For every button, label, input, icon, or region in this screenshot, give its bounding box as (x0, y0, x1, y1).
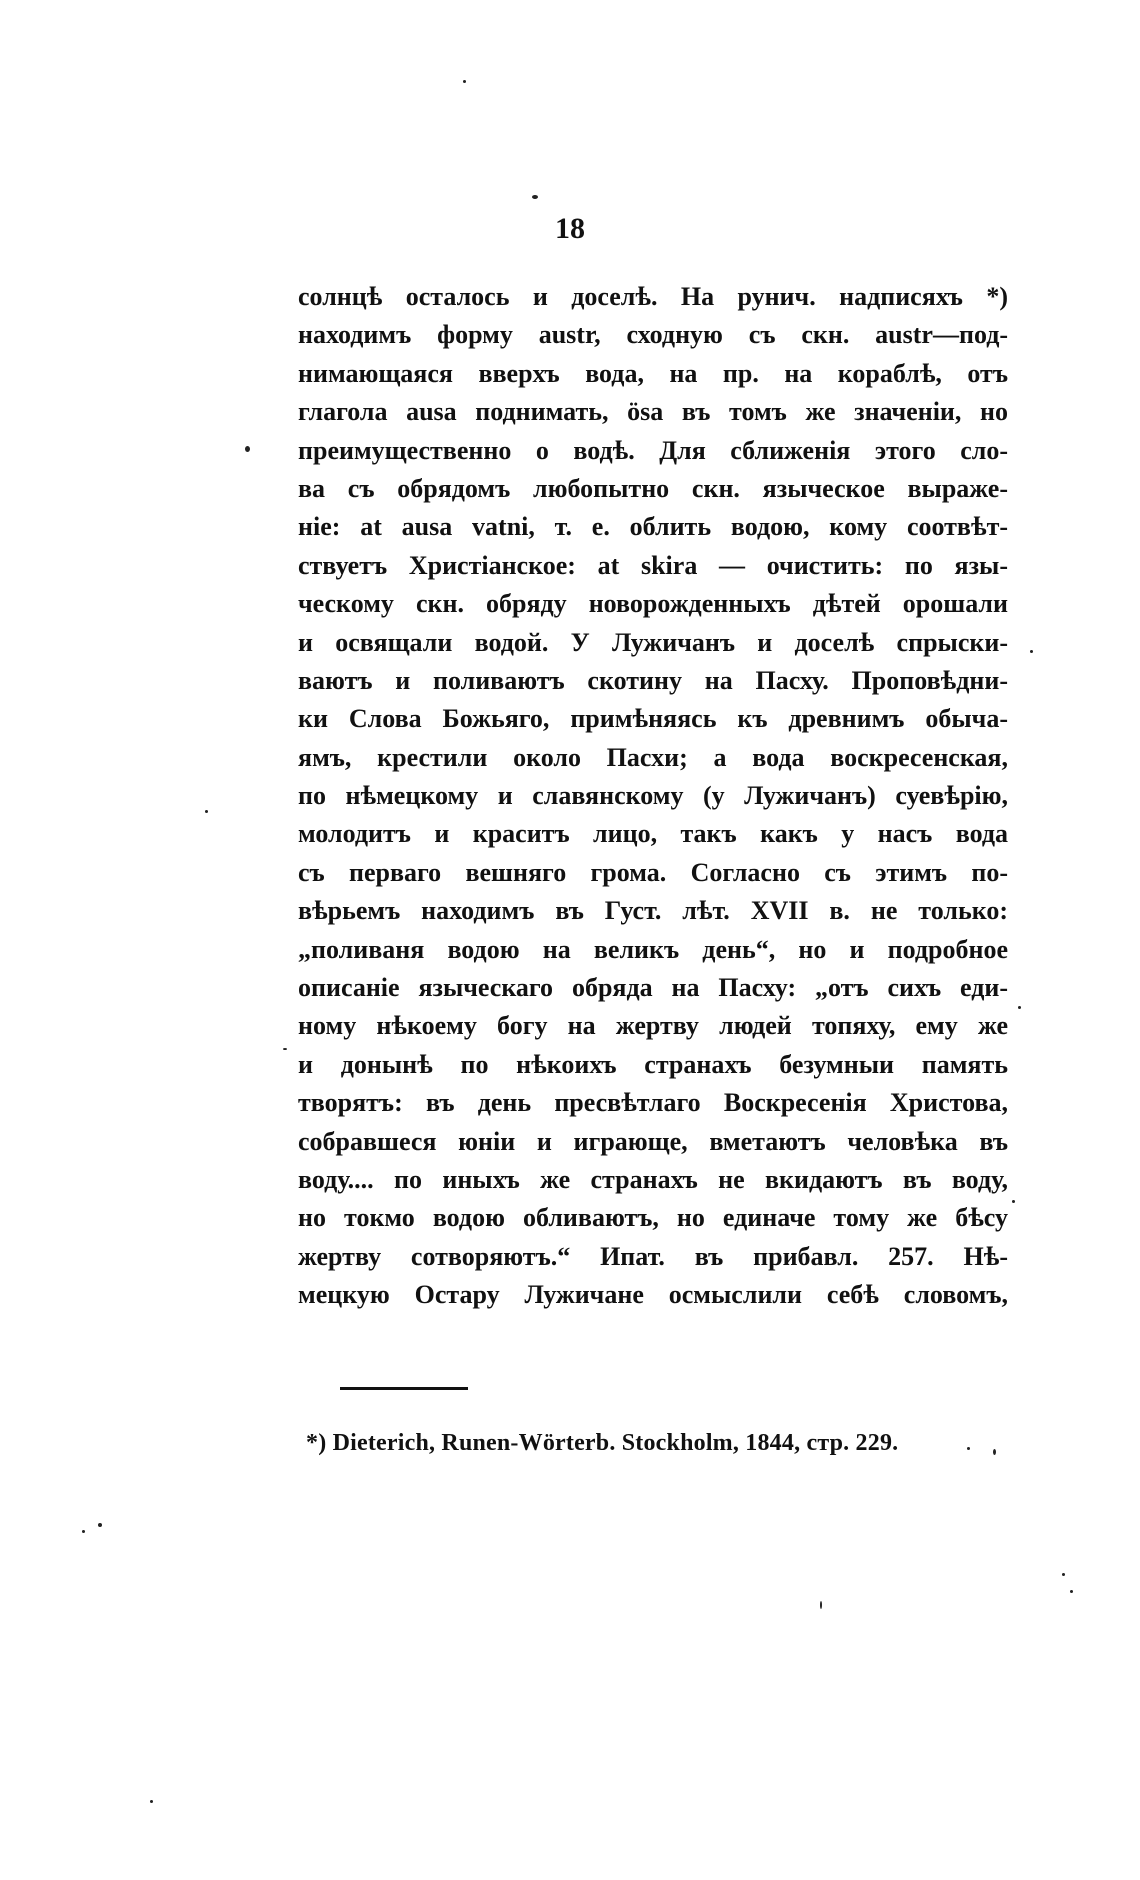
body-text (298, 278, 1008, 1315)
text-line: ямъ, крестили около Пасхи; а вода воскресенская, (298, 742, 1008, 772)
text-line: по нѣмецкому и славянскому (у Лужичанъ) суевѣрію, (298, 781, 1008, 811)
scan-speck (532, 195, 538, 199)
text-line: находимъ форму austr, сходную съ скн. austr—под- (298, 320, 1008, 350)
footnote-divider (340, 1387, 468, 1390)
text-line: и освящали водой. У Лужичанъ и доселѣ спрыски- (298, 627, 1008, 657)
scan-speck (1070, 1590, 1073, 1593)
scan-speck (967, 1447, 970, 1450)
text-line: собравшеся юніи и играюще, вметаютъ человѣка въ (298, 1126, 1008, 1156)
scan-speck (98, 1523, 102, 1527)
scan-speck (205, 810, 208, 813)
text-line: преимущественно о водѣ. Для сближенія этого сло- (298, 435, 1008, 465)
scan-speck (820, 1601, 822, 1609)
text-line: глагола ausa поднимать, ösa въ томъ же значеніи, но (298, 397, 1008, 427)
text-line: ва съ обрядомъ любопытно скн. языческое выраже- (298, 473, 1008, 503)
scan-speck (463, 80, 466, 83)
text-line: но токмо водою обливаютъ, но единаче тому же бѣсу (298, 1203, 1008, 1233)
text-line: ки Слова Божьяго, примѣняясь къ древнимъ обыча- (298, 704, 1008, 734)
scan-speck (1012, 1200, 1015, 1203)
scan-speck (993, 1449, 996, 1455)
scan-speck (283, 1048, 287, 1050)
text-line: ніе: at ausa vatni, т. е. облить водою, кому соотвѣт- (298, 512, 1008, 542)
text-line: жертву сотворяютъ.“ Ипат. въ прибавл. 257. Нѣ- (298, 1241, 1008, 1271)
text-line: мецкую Остару Лужичане осмыслили себѣ словомъ, (298, 1280, 1008, 1310)
scan-speck (1018, 1006, 1021, 1009)
page-number: 18 (555, 212, 585, 245)
text-line: съ перваго вешняго грома. Согласно съ этимъ по- (298, 857, 1008, 887)
text-line: воду.... по иныхъ же странахъ не вкидаютъ въ воду, (298, 1164, 1008, 1194)
text-line: ческому скн. обряду новорожденныхъ дѣтей орошали (298, 589, 1008, 619)
scan-speck (1062, 1573, 1065, 1576)
text-line: творятъ: въ день пресвѣтлаго Воскресенія Христова, (298, 1088, 1008, 1118)
text-line: нимающаяся вверхъ вода, на пр. на кораблѣ, отъ (298, 358, 1008, 388)
scan-speck (245, 446, 250, 452)
scan-speck (150, 1800, 153, 1803)
text-line: солнцѣ осталось и доселѣ. На рунич. надписяхъ *) (298, 282, 1008, 311)
text-line: „поливаня водою на великъ день“, но и подробное (298, 934, 1008, 964)
text-line: ному нѣкоему богу на жертву людей топяху, ему же (298, 1011, 1008, 1041)
text-line: описаніе языческаго обряда на Пасху: „отъ сихъ еди- (298, 973, 1008, 1003)
text-line: молодитъ и краситъ лицо, такъ какъ у насъ вода (298, 819, 1008, 849)
scan-speck (82, 1530, 85, 1533)
footnote: *) Dieterich, Runen-Wörterb. Stockholm, 1844, стр. 229. (306, 1430, 899, 1456)
text-line: вѣрьемъ находимъ въ Густ. лѣт. XVII в. не только: (298, 896, 1008, 926)
text-line: ствуетъ Христіанское: at skira — очистить: по язы- (298, 550, 1008, 580)
text-line: ваютъ и поливаютъ скотину на Пасху. Проповѣдни- (298, 665, 1008, 695)
scan-speck (1030, 650, 1033, 653)
text-line: и донынѣ по нѣкоихъ странахъ безумныи память (298, 1049, 1008, 1079)
